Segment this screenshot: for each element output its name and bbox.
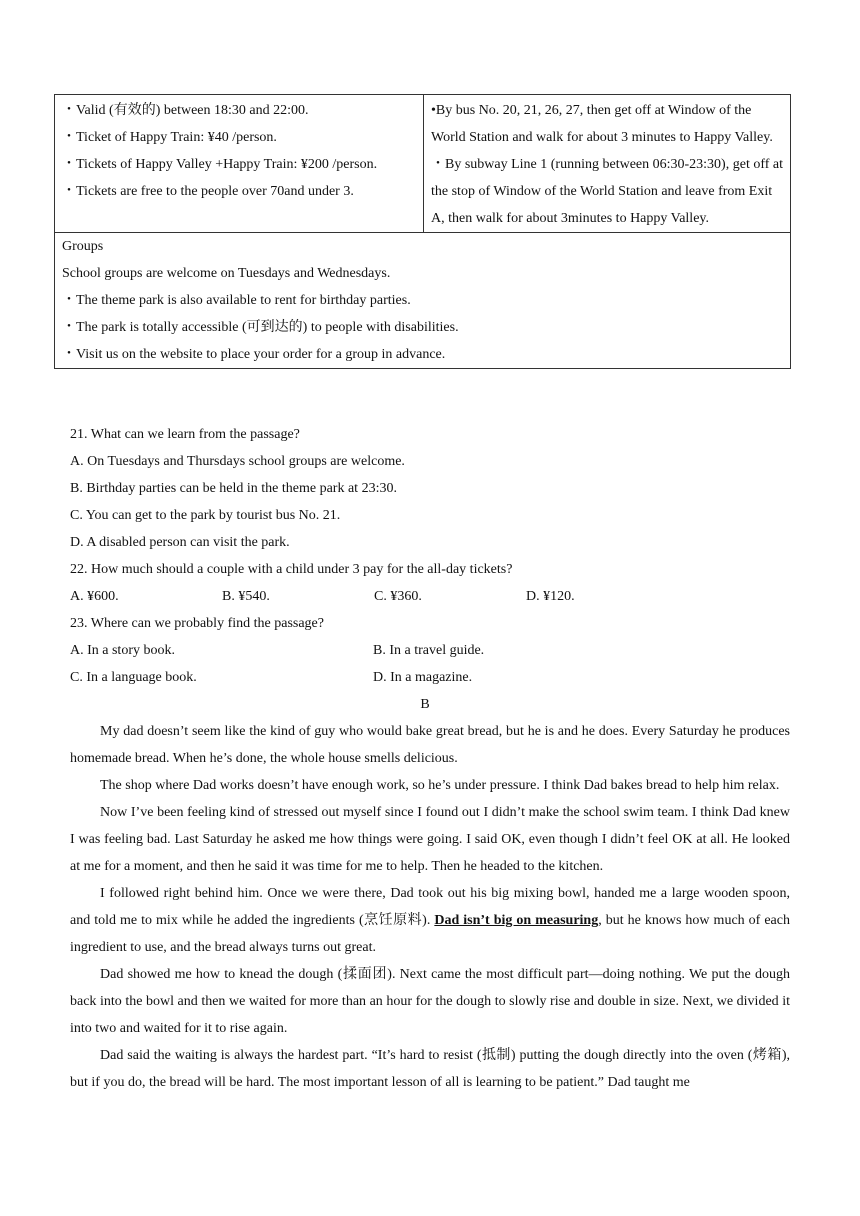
list-item: ・Visit us on the website to place your order for a group in advance. (62, 347, 446, 362)
list-item: School groups are welcome on Tuesdays and Wednesdays. (62, 266, 391, 281)
passage-paragraph-3: Now I’ve been feeling kind of stressed out myself since I found out I didn’t make the school swim team. I think Dad knew I was feeling bad. Last Saturday he asked me how things were going. I said OK, even though I didn’t feel OK at all. He looked at me for a moment, and then he said it was time for me to help. Then he headed to the kitchen. (70, 805, 790, 874)
question-23-options-row2 (70, 664, 790, 691)
question-21-stem: 21. What can we learn from the passage? (70, 427, 300, 442)
question-22-option-b: B. ¥540. (222, 589, 270, 604)
question-23-stem: 23. Where can we probably find the passage? (70, 616, 324, 631)
info-table (54, 94, 791, 369)
list-item: ・Ticket of Happy Train: ¥40 /person. (62, 130, 277, 145)
section-b-label: B (420, 697, 430, 712)
paragraph-4-text-after: , but he knows how much of each ingredient to use, and the bread always turns out great. (70, 913, 790, 955)
passage-paragraph-4 (70, 880, 790, 961)
question-22-options (70, 583, 790, 610)
question-23-option-b: B. In a travel guide. (373, 643, 485, 658)
list-item: ・Tickets are free to the people over 70and under 3. (62, 184, 354, 199)
list-item: ・The park is totally accessible (可到达的) to people with disabilities. (62, 320, 459, 335)
question-22-stem: 22. How much should a couple with a child under 3 pay for the all-day tickets? (70, 562, 513, 577)
list-item: ・By subway Line 1 (running between 06:30-23:30), get off at the stop of Window of the World Station and leave from Exit A, then walk for about 3minutes to Happy Valley. (431, 157, 784, 226)
question-22-option-d: D. ¥120. (526, 589, 575, 604)
passage-paragraph-6: Dad said the waiting is always the hardest part. “It’s hard to resist (抵制) putting the dough directly into the oven (烤箱), but if you do, the bread will be hard. The most important lesson of all is learning to be patient.” Dad taught me (70, 1048, 790, 1090)
question-21-option-c: C. You can get to the park by tourist bus No. 21. (70, 508, 341, 523)
list-item: ・Tickets of Happy Valley +Happy Train: ¥200 /person. (62, 157, 378, 172)
underlined-phrase: Dad isn’t big on measuring (434, 913, 599, 928)
question-21-option-b: B. Birthday parties can be held in the theme park at 23:30. (70, 481, 397, 496)
list-item: ・The theme park is also available to rent for birthday parties. (62, 293, 411, 308)
table-row (55, 233, 791, 369)
ticket-info-cell (55, 95, 424, 233)
passage-paragraph-5: Dad showed me how to knead the dough (揉面团). Next came the most difficult part—doing nothing. We put the dough back into the bowl and then we waited for more than an hour for the dough to slowly rise and double in size. Next, we divided it into two and waited for it to rise again. (70, 967, 790, 1036)
question-21-option-d: D. A disabled person can visit the park. (70, 535, 290, 550)
question-22-option-c: C. ¥360. (374, 589, 422, 604)
passage-paragraph-2: The shop where Dad works doesn’t have enough work, so he’s under pressure. I think Dad bakes bread to help him relax. (100, 778, 780, 793)
list-item: •By bus No. 20, 21, 26, 27, then get off at Window of the World Station and walk for about 3 minutes to Happy Valley. (431, 103, 773, 145)
passage-paragraph-1: My dad doesn’t seem like the kind of guy who would bake great bread, but he is and he does. Every Saturday he produces homemade bread. When he’s done, the whole house smells delicious. (70, 724, 790, 766)
table-row (55, 95, 791, 233)
question-23-option-c: C. In a language book. (70, 670, 197, 685)
question-21-option-a: A. On Tuesdays and Thursdays school groups are welcome. (70, 454, 405, 469)
groups-heading: Groups (62, 239, 104, 254)
question-23-options-row1 (70, 637, 790, 664)
list-item: ・Valid (有效的) between 18:30 and 22:00. (62, 103, 309, 118)
question-22-option-a: A. ¥600. (70, 589, 119, 604)
question-23-option-a: A. In a story book. (70, 643, 175, 658)
question-23-option-d: D. In a magazine. (373, 670, 473, 685)
groups-cell (55, 233, 791, 369)
transport-info-cell (424, 95, 791, 233)
paragraph-4-text-before: I followed right behind him. Once we were there, Dad took out his big mixing bowl, handed me a large wooden spoon, and told me to mix while he added the ingredients (烹饪原料). (70, 886, 790, 928)
questions-and-passage (70, 421, 790, 1096)
